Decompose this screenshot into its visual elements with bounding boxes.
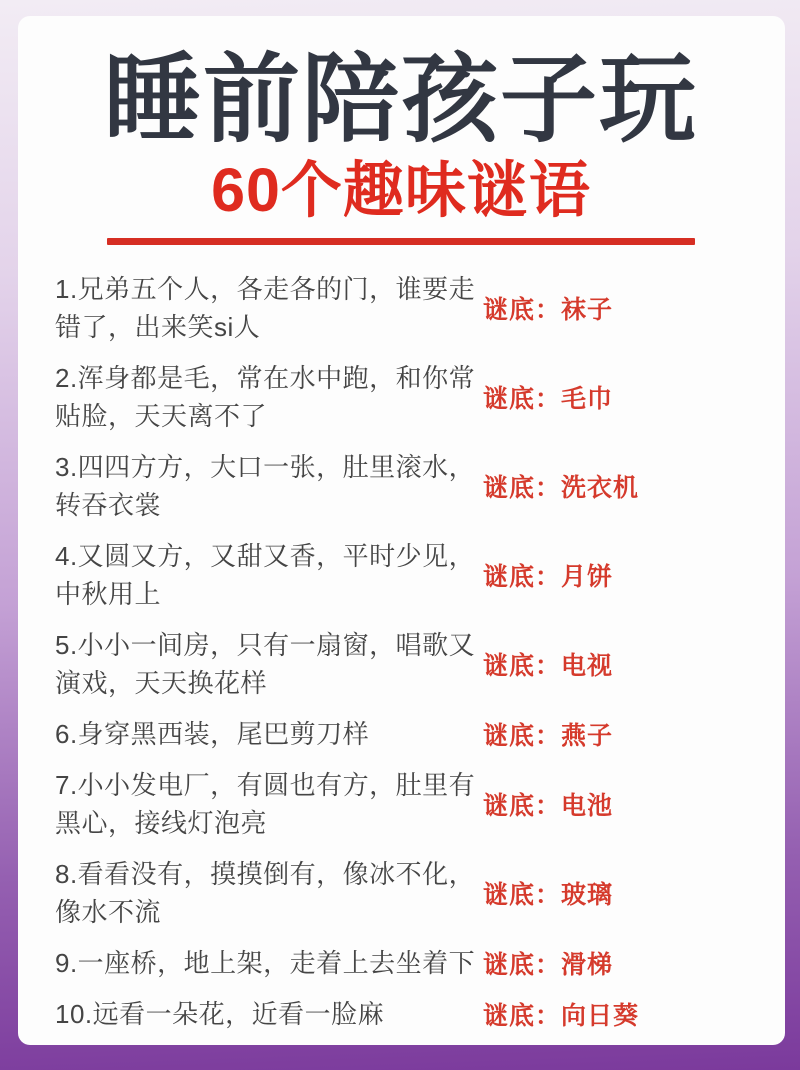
page-subtitle: 60个趣味谜语: [211, 155, 591, 224]
answer-value: 燕子: [561, 721, 614, 750]
riddle-answer: [483, 716, 747, 752]
riddle-text: 8.看看没有，摸摸倒有，像冰不化，像水不流: [55, 858, 476, 927]
riddle-text: 9.一座桥，地上架，走着上去坐着下: [55, 947, 476, 978]
answer-value: 滑梯: [561, 950, 614, 979]
answer-label: 谜底：: [483, 562, 562, 591]
riddle-row-9: [55, 944, 747, 982]
riddle-text: 5.小小一间房，只有一扇窗，唱歌又演戏，天天换花样: [55, 629, 476, 698]
riddle-text: 7.小小发电厂，有圆也有方，肚里有黑心，接线灯泡亮: [55, 769, 476, 838]
riddle-text: 1.兄弟五个人，各走各的门，谁要走错了，出来笑si人: [55, 273, 476, 342]
riddle-row-2: [55, 359, 747, 435]
answer-label: 谜底：: [483, 1001, 562, 1030]
answer-label: 谜底：: [483, 721, 562, 750]
riddle-text: 6.身穿黑西装，尾巴剪刀样: [55, 718, 370, 749]
riddle-row-3: [55, 448, 747, 524]
riddle-text: 4.又圆又方，又甜又香，平时少见，中秋用上: [55, 540, 476, 609]
answer-value: 电视: [561, 651, 614, 680]
riddle-text: 10.远看一朵花，近看一脸麻: [55, 998, 385, 1029]
riddle-answer: [483, 945, 747, 981]
riddle-answer: [483, 468, 747, 504]
riddle-answer: [483, 996, 747, 1032]
answer-label: 谜底：: [483, 791, 562, 820]
answer-value: 袜子: [561, 295, 614, 324]
answer-label: 谜底：: [483, 950, 562, 979]
riddle-row-6: [55, 715, 747, 753]
answer-label: 谜底：: [483, 880, 562, 909]
riddle-answer: [483, 557, 747, 593]
riddle-row-4: [55, 537, 747, 613]
page-title: 睡前陪孩子玩: [104, 45, 698, 154]
answer-value: 月饼: [561, 562, 614, 591]
riddle-answer: [483, 290, 747, 326]
riddle-answer: [483, 646, 747, 682]
riddle-text: 3.四四方方，大口一张，肚里滚水，转吞衣裳: [55, 451, 476, 520]
riddle-list: [55, 270, 747, 1033]
riddle-answer: [483, 786, 747, 822]
answer-value: 向日葵: [561, 1001, 640, 1030]
riddle-row-8: [55, 855, 747, 931]
riddle-row-7: [55, 766, 747, 842]
answer-label: 谜底：: [483, 473, 562, 502]
answer-value: 毛巾: [561, 384, 614, 413]
answer-value: 电池: [561, 791, 614, 820]
answer-value: 洗衣机: [561, 473, 640, 502]
riddle-row-5: [55, 626, 747, 702]
red-divider-line: [107, 238, 695, 245]
riddle-row-1: [55, 270, 747, 346]
answer-label: 谜底：: [483, 295, 562, 324]
riddle-answer: [483, 875, 747, 911]
answer-label: 谜底：: [483, 651, 562, 680]
riddle-row-10: [55, 995, 747, 1033]
answer-label: 谜底：: [483, 384, 562, 413]
riddle-answer: [483, 379, 747, 415]
riddle-text: 2.浑身都是毛，常在水中跑，和你常贴脸，天天离不了: [55, 362, 476, 431]
riddle-card: [18, 16, 785, 1045]
answer-value: 玻璃: [561, 880, 614, 909]
